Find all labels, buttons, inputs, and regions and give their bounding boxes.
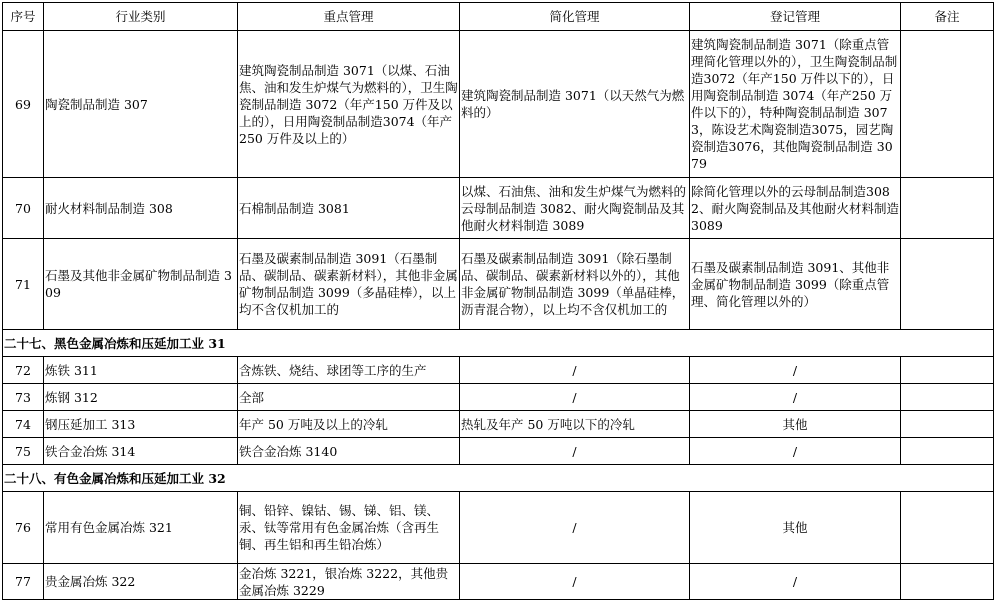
header-registration-management: 登记管理 bbox=[690, 3, 901, 31]
remark-cell bbox=[901, 438, 994, 465]
table-row bbox=[3, 178, 994, 239]
key-management-cell: 铜、铅锌、镍钴、锡、锑、铝、镁、汞、钛等常用有色金属冶炼（含再生铜、再生铝和再生铅冶炼） bbox=[238, 492, 460, 564]
remark-cell bbox=[901, 239, 994, 330]
table-row bbox=[3, 492, 994, 564]
section-heading-nonferrous: 二十八、有色金属冶炼和压延加工业 32 bbox=[3, 465, 994, 492]
remark-cell bbox=[901, 178, 994, 239]
industry-management-table bbox=[2, 2, 994, 600]
regulation-table-sheet bbox=[2, 2, 994, 600]
header-row bbox=[3, 3, 994, 31]
row-number: 70 bbox=[3, 178, 44, 239]
remark-cell bbox=[901, 411, 994, 438]
industry-cell: 常用有色金属冶炼 321 bbox=[44, 492, 238, 564]
table-row bbox=[3, 564, 994, 600]
industry-cell: 石墨及其他非金属矿物制品制造 309 bbox=[44, 239, 238, 330]
row-number: 74 bbox=[3, 411, 44, 438]
key-management-cell: 含炼铁、烧结、球团等工序的生产 bbox=[238, 357, 460, 384]
simplified-management-cell: 以煤、石油焦、油和发生炉煤气为燃料的云母制品制造 3082、耐火陶瓷制品及其他耐火材料制造 3089 bbox=[460, 178, 690, 239]
row-number: 71 bbox=[3, 239, 44, 330]
key-management-cell: 年产 50 万吨及以上的冷轧 bbox=[238, 411, 460, 438]
header-industry: 行业类别 bbox=[44, 3, 238, 31]
table-row bbox=[3, 31, 994, 178]
simplified-management-cell: / bbox=[460, 384, 690, 411]
key-management-cell: 建筑陶瓷制品制造 3071（以煤、石油焦、油和发生炉煤气为燃料的），卫生陶瓷制品制造 3072（年产150 万件及以上的），日用陶瓷制品制造3074（年产250 万件及以上的） bbox=[238, 31, 460, 178]
row-number: 75 bbox=[3, 438, 44, 465]
registration-management-cell: 其他 bbox=[690, 492, 901, 564]
industry-cell: 炼钢 312 bbox=[44, 384, 238, 411]
table-row bbox=[3, 411, 994, 438]
remark-cell bbox=[901, 564, 994, 600]
section-heading-ferrous: 二十七、黑色金属冶炼和压延加工业 31 bbox=[3, 330, 994, 357]
table-row bbox=[3, 438, 994, 465]
industry-cell: 陶瓷制品制造 307 bbox=[44, 31, 238, 178]
header-key-management: 重点管理 bbox=[238, 3, 460, 31]
registration-management-cell: 其他 bbox=[690, 411, 901, 438]
registration-management-cell: 建筑陶瓷制品制造 3071（除重点管理简化管理以外的），卫生陶瓷制品制造3072（年产150 万件以下的），日用陶瓷制品制造 3074（年产250 万件以下的），特种陶瓷制品制造 3073，陈设艺术陶瓷制造3075，园艺陶瓷制造3076，其他陶瓷制品制造 3079 bbox=[690, 31, 901, 178]
key-management-cell: 金冶炼 3221，银冶炼 3222，其他贵金属冶炼 3229 bbox=[238, 564, 460, 600]
simplified-management-cell: / bbox=[460, 357, 690, 384]
remark-cell bbox=[901, 384, 994, 411]
row-number: 73 bbox=[3, 384, 44, 411]
key-management-cell: 石墨及碳素制品制造 3091（石墨制品、碳制品、碳素新材料），其他非金属矿物制品制造 3099（多晶硅棒），以上均不含仅机加工的 bbox=[238, 239, 460, 330]
remark-cell bbox=[901, 31, 994, 178]
table-row bbox=[3, 239, 994, 330]
industry-cell: 耐火材料制品制造 308 bbox=[44, 178, 238, 239]
header-seq: 序号 bbox=[3, 3, 44, 31]
industry-cell: 贵金属冶炼 322 bbox=[44, 564, 238, 600]
key-management-cell: 石棉制品制造 3081 bbox=[238, 178, 460, 239]
row-number: 77 bbox=[3, 564, 44, 600]
simplified-management-cell: / bbox=[460, 564, 690, 600]
registration-management-cell: / bbox=[690, 384, 901, 411]
simplified-management-cell: 热轧及年产 50 万吨以下的冷轧 bbox=[460, 411, 690, 438]
registration-management-cell: / bbox=[690, 564, 901, 600]
row-number: 76 bbox=[3, 492, 44, 564]
simplified-management-cell: 建筑陶瓷制品制造 3071（以天然气为燃料的） bbox=[460, 31, 690, 178]
section-row bbox=[3, 465, 994, 492]
registration-management-cell: / bbox=[690, 438, 901, 465]
industry-cell: 炼铁 311 bbox=[44, 357, 238, 384]
registration-management-cell: / bbox=[690, 357, 901, 384]
table-row bbox=[3, 384, 994, 411]
key-management-cell: 全部 bbox=[238, 384, 460, 411]
row-number: 69 bbox=[3, 31, 44, 178]
simplified-management-cell: / bbox=[460, 438, 690, 465]
registration-management-cell: 石墨及碳素制品制造 3091、其他非金属矿物制品制造 3099（除重点管理、简化管理以外的） bbox=[690, 239, 901, 330]
header-simplified-management: 简化管理 bbox=[460, 3, 690, 31]
simplified-management-cell: / bbox=[460, 492, 690, 564]
row-number: 72 bbox=[3, 357, 44, 384]
section-row bbox=[3, 330, 994, 357]
registration-management-cell: 除简化管理以外的云母制品制造3082、耐火陶瓷制品及其他耐火材料制造 3089 bbox=[690, 178, 901, 239]
simplified-management-cell: 石墨及碳素制品制造 3091（除石墨制品、碳制品、碳素新材料以外的），其他非金属矿物制品制造 3099（单晶硅棒，沥青混合物），以上均不含仅机加工的 bbox=[460, 239, 690, 330]
key-management-cell: 铁合金冶炼 3140 bbox=[238, 438, 460, 465]
industry-cell: 铁合金冶炼 314 bbox=[44, 438, 238, 465]
remark-cell bbox=[901, 492, 994, 564]
industry-cell: 钢压延加工 313 bbox=[44, 411, 238, 438]
remark-cell bbox=[901, 357, 994, 384]
header-remark: 备注 bbox=[901, 3, 994, 31]
table-row bbox=[3, 357, 994, 384]
